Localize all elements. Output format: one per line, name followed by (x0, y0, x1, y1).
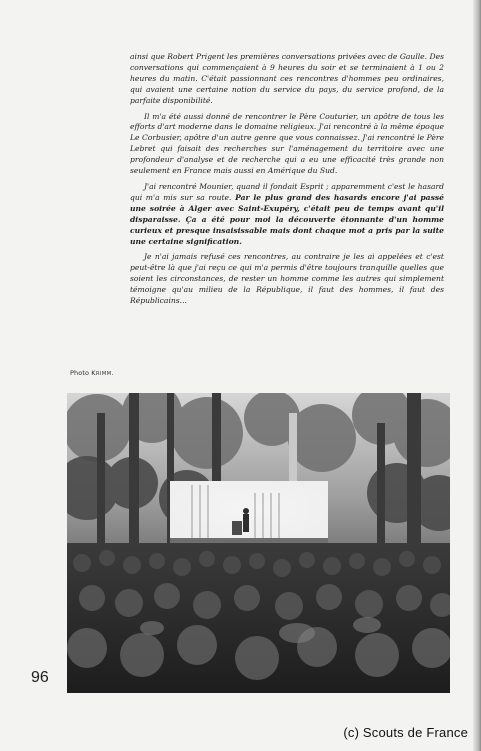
page-edge-shadow (473, 0, 481, 751)
paragraph-1 (130, 52, 444, 107)
paragraph-2 (130, 112, 444, 177)
paragraph-2-text: Il m'a été aussi donné de rencontrer le Père Couturier, un apôtre de tous les efforts d'art moderne dans le domaine religieux. J'ai rencontré à la même époque Le Corbusier, apôtre d'un autre genre que vous connaissez. J'ai rencontré le Père Lebret qui faisait des recherches sur l'aménagement du territoire avec une profondeur d'analyse et de recherche qui a eu une efficacité très grande non seulement en France mais aussi en Amérique du Sud. (130, 111, 444, 176)
photo-credit (70, 369, 114, 377)
paragraph-4 (130, 252, 444, 307)
paragraph-3 (130, 182, 444, 247)
paragraph-1-text: ainsi que Robert Prigent les premières conversations privées avec de Gaulle. Des conversations qui commençaient à 9 heures du soir et se terminaient à 1 ou 2 heures du matin. C'était passionnant ces rencontres d'hommes peu ordinaires, qui avaient une certaine notion du service du pays, du service profond, de la parfaite disponibilité. (130, 52, 444, 105)
photo-illustration (67, 393, 450, 693)
photo-credit-name: Krimm. (91, 369, 115, 377)
paragraph-3-bold-text: Par le plus grand des hasards encore j'ai passé une soirée à Alger avec Saint-Exupéry, c'était peu de temps avant qu'il disparaisse. Ça a été pour moi la découverte étonnante d'un homme curieux et presque insaisissable mais dont chaque mot a pris par la suite une certaine signification. (130, 192, 444, 246)
photo-credit-prefix: Photo (70, 369, 90, 377)
outdoor-stage-crowd-photo (67, 393, 450, 693)
paragraph-4-text: Je n'ai jamais refusé ces rencontres, au contraire je les ai appelées et c'est peut-être là que j'ai reçu ce qui m'a permis d'être toujours tranquille quelles que soient les circonstances, de rester un homme comme les autres qui simplement témoigne qu'au milieu de la République, il faut des hommes, il faut des Républicains... (130, 252, 444, 306)
paragraph-3-text: J'ai rencontré Mounier, quand il fondait Esprit ; apparemment c'est le hasard qui m'a mis sur sa route. (130, 181, 444, 202)
page-number: 96 (31, 669, 49, 686)
copyright-watermark: (c) Scouts de France (343, 725, 468, 740)
article-text (130, 52, 444, 312)
